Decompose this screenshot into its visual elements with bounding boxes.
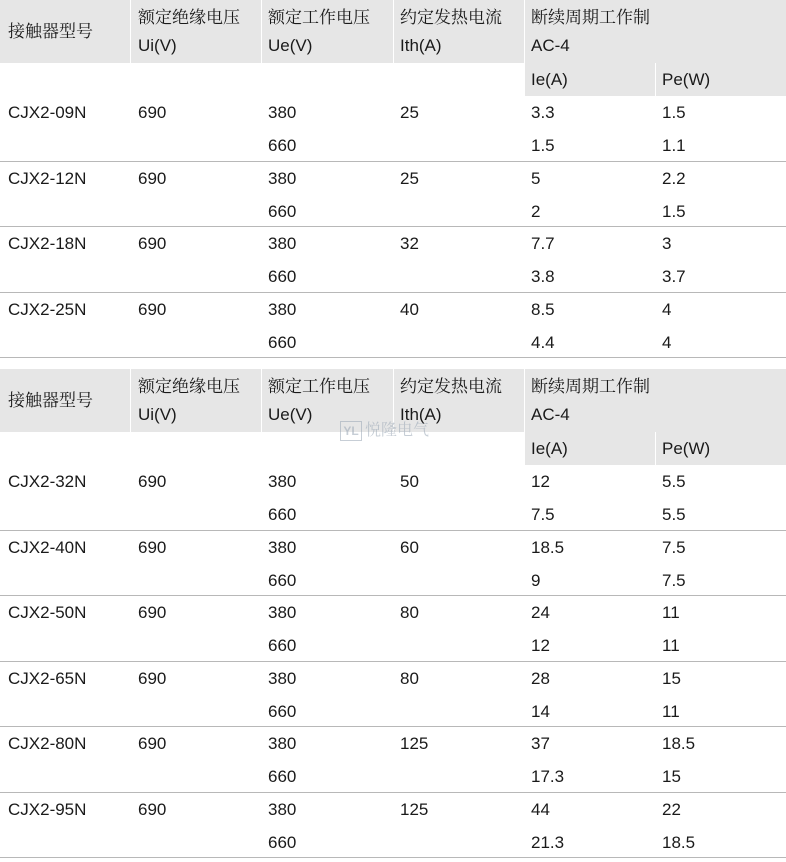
table-row <box>0 662 786 728</box>
pe-cell: 1.1 <box>662 136 686 155</box>
pe-cell: 11 <box>662 603 680 622</box>
ue-cell: 660 <box>268 570 297 590</box>
pe-cell: 7.5 <box>662 537 686 557</box>
model-cell: CJX2-80N <box>8 734 87 753</box>
pe-cell: 7.5 <box>662 570 686 590</box>
table-row <box>0 293 786 359</box>
ue-cell: 380 <box>268 734 297 753</box>
model-cell: CJX2-18N <box>8 234 87 253</box>
header-ith: 约定发热电流 Ith(A) <box>400 377 502 424</box>
ue-cell: 380 <box>268 603 297 622</box>
ith-cell: 60 <box>400 537 419 557</box>
ith-cell: 80 <box>400 668 419 688</box>
pe-cell: 1.5 <box>662 201 686 221</box>
ie-cell: 8.5 <box>531 299 555 319</box>
model-cell: CJX2-25N <box>8 299 87 319</box>
subheader-ie: Ie(A) <box>531 70 568 89</box>
pe-cell: 3 <box>662 234 672 253</box>
ith-cell: 80 <box>400 603 419 622</box>
ui-cell: 690 <box>138 234 167 253</box>
table-row <box>0 96 786 162</box>
pe-cell: 4 <box>662 332 672 352</box>
model-cell: CJX2-65N <box>8 668 87 688</box>
pe-cell: 11 <box>662 636 680 655</box>
ui-cell: 690 <box>138 168 167 188</box>
ui-cell: 690 <box>138 799 167 819</box>
pe-cell: 5.5 <box>662 505 686 524</box>
table-row <box>0 793 786 859</box>
pe-cell: 4 <box>662 299 672 319</box>
ie-cell: 44 <box>531 799 550 819</box>
table-header <box>0 0 786 63</box>
subheader-ie: Ie(A) <box>531 439 568 458</box>
ith-cell: 125 <box>400 799 429 819</box>
ie-cell: 17.3 <box>531 767 565 786</box>
ue-cell: 380 <box>268 234 297 253</box>
model-cell: CJX2-12N <box>8 168 87 188</box>
ith-cell: 25 <box>400 103 419 122</box>
contactor-table-2 <box>0 369 786 858</box>
ui-cell: 690 <box>138 668 167 688</box>
ith-cell: 50 <box>400 472 419 491</box>
ith-cell: 125 <box>400 734 429 753</box>
ie-cell: 5 <box>531 168 541 188</box>
watermark-text: 悦隆电气 <box>365 422 430 439</box>
table-row <box>0 531 786 597</box>
table-row <box>0 596 786 662</box>
ie-cell: 12 <box>531 472 550 491</box>
ue-cell: 660 <box>268 201 297 221</box>
pe-cell: 11 <box>662 701 680 721</box>
ie-cell: 2 <box>531 201 541 221</box>
ie-cell: 37 <box>531 734 550 753</box>
ue-cell: 660 <box>268 701 297 721</box>
contactor-table-1 <box>0 0 786 358</box>
ie-cell: 21.3 <box>531 832 565 852</box>
ie-cell: 18.5 <box>531 537 565 557</box>
ue-cell: 660 <box>268 832 297 852</box>
table-row <box>0 227 786 293</box>
model-cell: CJX2-32N <box>8 472 87 491</box>
header-ue: 额定工作电压 Ue(V) <box>268 377 370 424</box>
pe-cell: 2.2 <box>662 168 686 188</box>
ui-cell: 690 <box>138 537 167 557</box>
ith-cell: 32 <box>400 234 419 253</box>
ie-cell: 24 <box>531 603 550 622</box>
pe-cell: 1.5 <box>662 103 686 122</box>
header-duty: 断续周期工作制 AC-4 <box>531 8 650 55</box>
model-cell: CJX2-95N <box>8 799 87 819</box>
subheader-pe: Pe(W) <box>662 439 711 458</box>
header-duty: 断续周期工作制 AC-4 <box>531 377 650 424</box>
ie-cell: 28 <box>531 668 550 688</box>
ie-cell: 12 <box>531 636 550 655</box>
header-ith: 约定发热电流 Ith(A) <box>400 8 502 55</box>
ui-cell: 690 <box>138 734 167 753</box>
header-model: 接触器型号 <box>8 391 93 410</box>
ie-cell: 1.5 <box>531 136 555 155</box>
ith-cell: 25 <box>400 168 419 188</box>
ue-cell: 380 <box>268 668 297 688</box>
pe-cell: 15 <box>662 668 681 688</box>
header-ui: 额定绝缘电压 Ui(V) <box>138 377 240 424</box>
ue-cell: 660 <box>268 332 297 352</box>
subheader-pe: Pe(W) <box>662 70 711 89</box>
pe-cell: 18.5 <box>662 832 696 852</box>
pe-cell: 22 <box>662 799 681 819</box>
ie-cell: 14 <box>531 701 550 721</box>
ith-cell: 40 <box>400 299 419 319</box>
ue-cell: 380 <box>268 472 297 491</box>
ue-cell: 380 <box>268 799 297 819</box>
ue-cell: 380 <box>268 168 297 188</box>
pe-cell: 15 <box>662 767 681 786</box>
header-model: 接触器型号 <box>8 22 93 41</box>
watermark <box>340 417 429 441</box>
pe-cell: 3.7 <box>662 267 686 286</box>
ie-cell: 4.4 <box>531 332 555 352</box>
ue-cell: 660 <box>268 505 297 524</box>
ue-cell: 660 <box>268 267 297 286</box>
pe-cell: 18.5 <box>662 734 696 753</box>
ui-cell: 690 <box>138 472 167 491</box>
ie-cell: 9 <box>531 570 541 590</box>
model-cell: CJX2-40N <box>8 537 87 557</box>
ue-cell: 380 <box>268 299 297 319</box>
ie-cell: 7.5 <box>531 505 555 524</box>
ue-cell: 380 <box>268 537 297 557</box>
watermark-logo-icon: YL <box>340 421 362 441</box>
ie-cell: 3.3 <box>531 103 555 122</box>
ie-cell: 3.8 <box>531 267 555 286</box>
ui-cell: 690 <box>138 603 167 622</box>
ui-cell: 690 <box>138 103 167 122</box>
ue-cell: 380 <box>268 103 297 122</box>
ie-cell: 7.7 <box>531 234 555 253</box>
ue-cell: 660 <box>268 636 297 655</box>
header-ui: 额定绝缘电压 Ui(V) <box>138 8 240 55</box>
model-cell: CJX2-50N <box>8 603 87 622</box>
table-row <box>0 162 786 228</box>
header-ue: 额定工作电压 Ue(V) <box>268 8 370 55</box>
ui-cell: 690 <box>138 299 167 319</box>
table-subheader <box>0 63 786 96</box>
ue-cell: 660 <box>268 136 297 155</box>
model-cell: CJX2-09N <box>8 103 87 122</box>
ue-cell: 660 <box>268 767 297 786</box>
table-row <box>0 727 786 793</box>
pe-cell: 5.5 <box>662 472 686 491</box>
table-row <box>0 465 786 531</box>
